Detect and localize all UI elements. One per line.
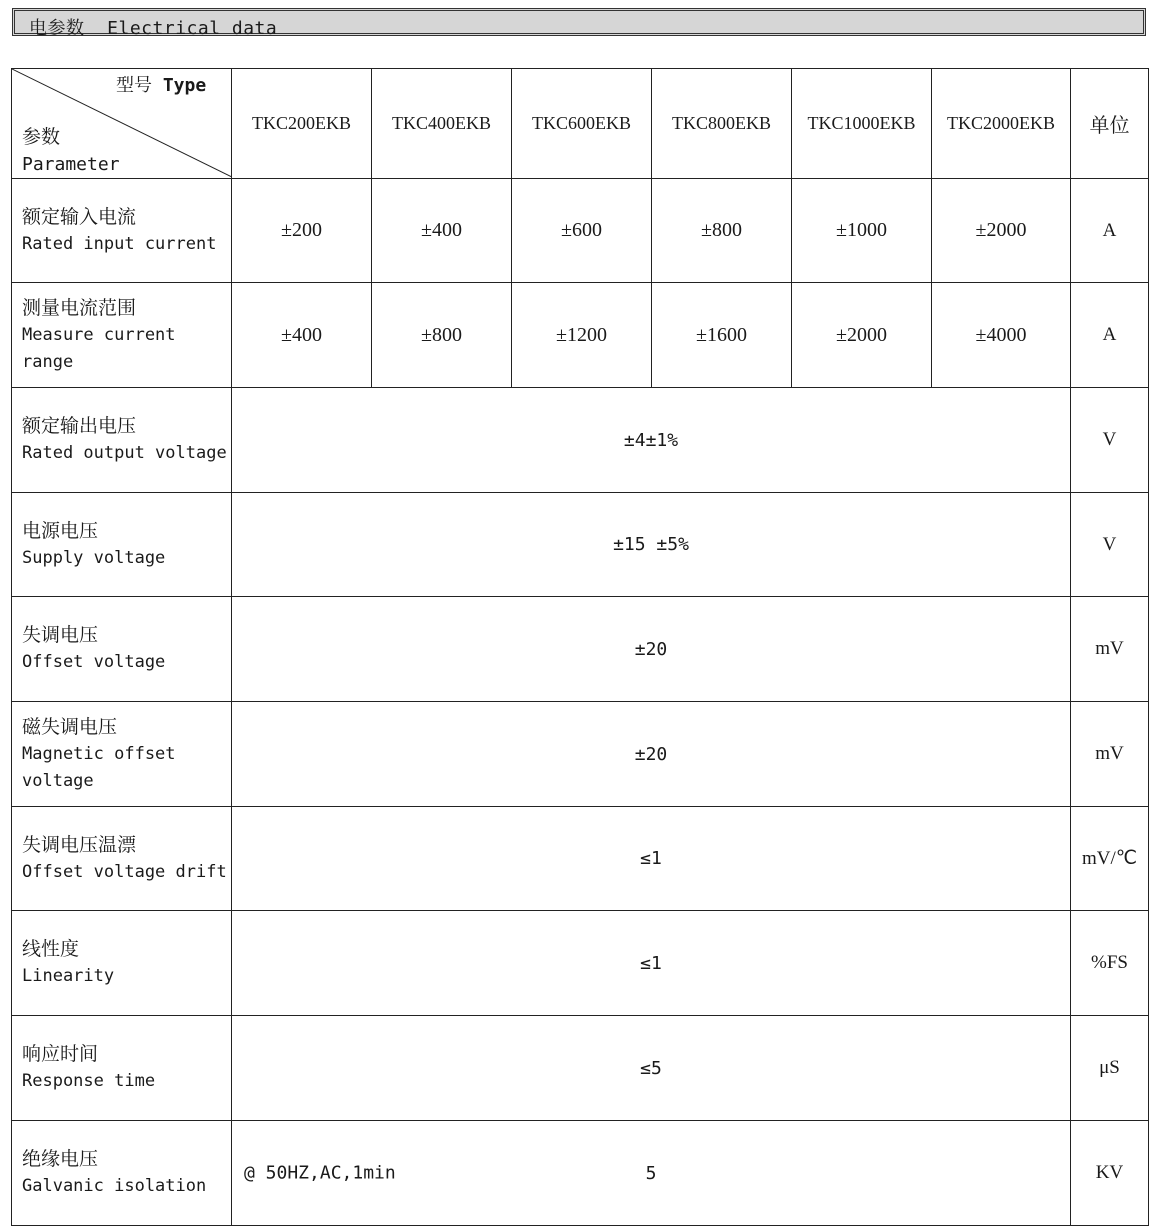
parameter-name: 磁失调电压 Magnetic offset voltage bbox=[12, 702, 232, 807]
parameter-name: 线性度 Linearity bbox=[12, 911, 232, 1016]
unit-cell: mV/℃ bbox=[1071, 807, 1149, 911]
model-header: TKC2000EKB bbox=[932, 69, 1071, 179]
value-cell: ±2000 bbox=[932, 179, 1071, 283]
value-cell: ≤1 bbox=[232, 911, 1071, 1016]
parameter-name: 额定输入电流 Rated input current bbox=[12, 179, 232, 283]
type-label: 型号 Type bbox=[116, 75, 207, 96]
value-cell: ±800 bbox=[372, 283, 512, 388]
value-cell: ±4000 bbox=[932, 283, 1071, 388]
value-cell: ≤1 bbox=[232, 807, 1071, 911]
model-header: TKC800EKB bbox=[652, 69, 792, 179]
unit-cell: KV bbox=[1071, 1121, 1149, 1226]
parameter-name: 失调电压 Offset voltage bbox=[12, 597, 232, 702]
parameter-label: 参数 Parameter bbox=[22, 126, 120, 175]
model-header: TKC400EKB bbox=[372, 69, 512, 179]
value-cell: ±200 bbox=[232, 179, 372, 283]
table-row bbox=[12, 1016, 1149, 1121]
value-cell: ±20 bbox=[232, 702, 1071, 807]
table-row bbox=[12, 702, 1149, 807]
table-row bbox=[12, 493, 1149, 597]
section-title: 电参数 Electrical data bbox=[29, 18, 278, 39]
parameter-name: 测量电流范围 Measure current range bbox=[12, 283, 232, 388]
unit-cell: V bbox=[1071, 388, 1149, 493]
table-row bbox=[12, 179, 1149, 283]
parameter-name: 响应时间 Response time bbox=[12, 1016, 232, 1121]
electrical-data-table bbox=[11, 68, 1149, 1226]
unit-cell: A bbox=[1071, 179, 1149, 283]
value-cell: ±4±1% bbox=[232, 388, 1071, 493]
header-row bbox=[12, 69, 1149, 179]
value-cell: ±1600 bbox=[652, 283, 792, 388]
model-header: TKC1000EKB bbox=[792, 69, 932, 179]
table-row bbox=[12, 807, 1149, 911]
table-row bbox=[12, 388, 1149, 493]
value-cell: ±800 bbox=[652, 179, 792, 283]
table-row bbox=[12, 597, 1149, 702]
model-header: TKC600EKB bbox=[512, 69, 652, 179]
model-header: TKC200EKB bbox=[232, 69, 372, 179]
parameter-name: 失调电压温漂 Offset voltage drift bbox=[12, 807, 232, 911]
value-cell: ±15 ±5% bbox=[232, 493, 1071, 597]
unit-cell: V bbox=[1071, 493, 1149, 597]
value-cell: ±20 bbox=[232, 597, 1071, 702]
value-cell: ±1000 bbox=[792, 179, 932, 283]
type-parameter-header bbox=[12, 69, 232, 179]
value-cell: ±600 bbox=[512, 179, 652, 283]
isolation-value: 5 bbox=[645, 1162, 657, 1184]
test-condition: @ 50HZ,AC,1min bbox=[244, 1162, 396, 1184]
unit-cell: mV bbox=[1071, 597, 1149, 702]
parameter-name: 绝缘电压 Galvanic isolation bbox=[12, 1121, 232, 1226]
value-cell bbox=[232, 1121, 1071, 1226]
value-cell: ±2000 bbox=[792, 283, 932, 388]
unit-header: 单位 bbox=[1071, 69, 1149, 179]
unit-cell: mV bbox=[1071, 702, 1149, 807]
value-cell: ≤5 bbox=[232, 1016, 1071, 1121]
value-cell: ±400 bbox=[232, 283, 372, 388]
table-row bbox=[12, 1121, 1149, 1226]
table-row bbox=[12, 283, 1149, 388]
unit-cell: A bbox=[1071, 283, 1149, 388]
unit-cell: μS bbox=[1071, 1016, 1149, 1121]
unit-cell: %FS bbox=[1071, 911, 1149, 1016]
parameter-name: 电源电压 Supply voltage bbox=[12, 493, 232, 597]
table-row bbox=[12, 911, 1149, 1016]
parameter-name: 额定输出电压 Rated output voltage bbox=[12, 388, 232, 493]
value-cell: ±400 bbox=[372, 179, 512, 283]
value-cell: ±1200 bbox=[512, 283, 652, 388]
section-header bbox=[12, 8, 1146, 39]
